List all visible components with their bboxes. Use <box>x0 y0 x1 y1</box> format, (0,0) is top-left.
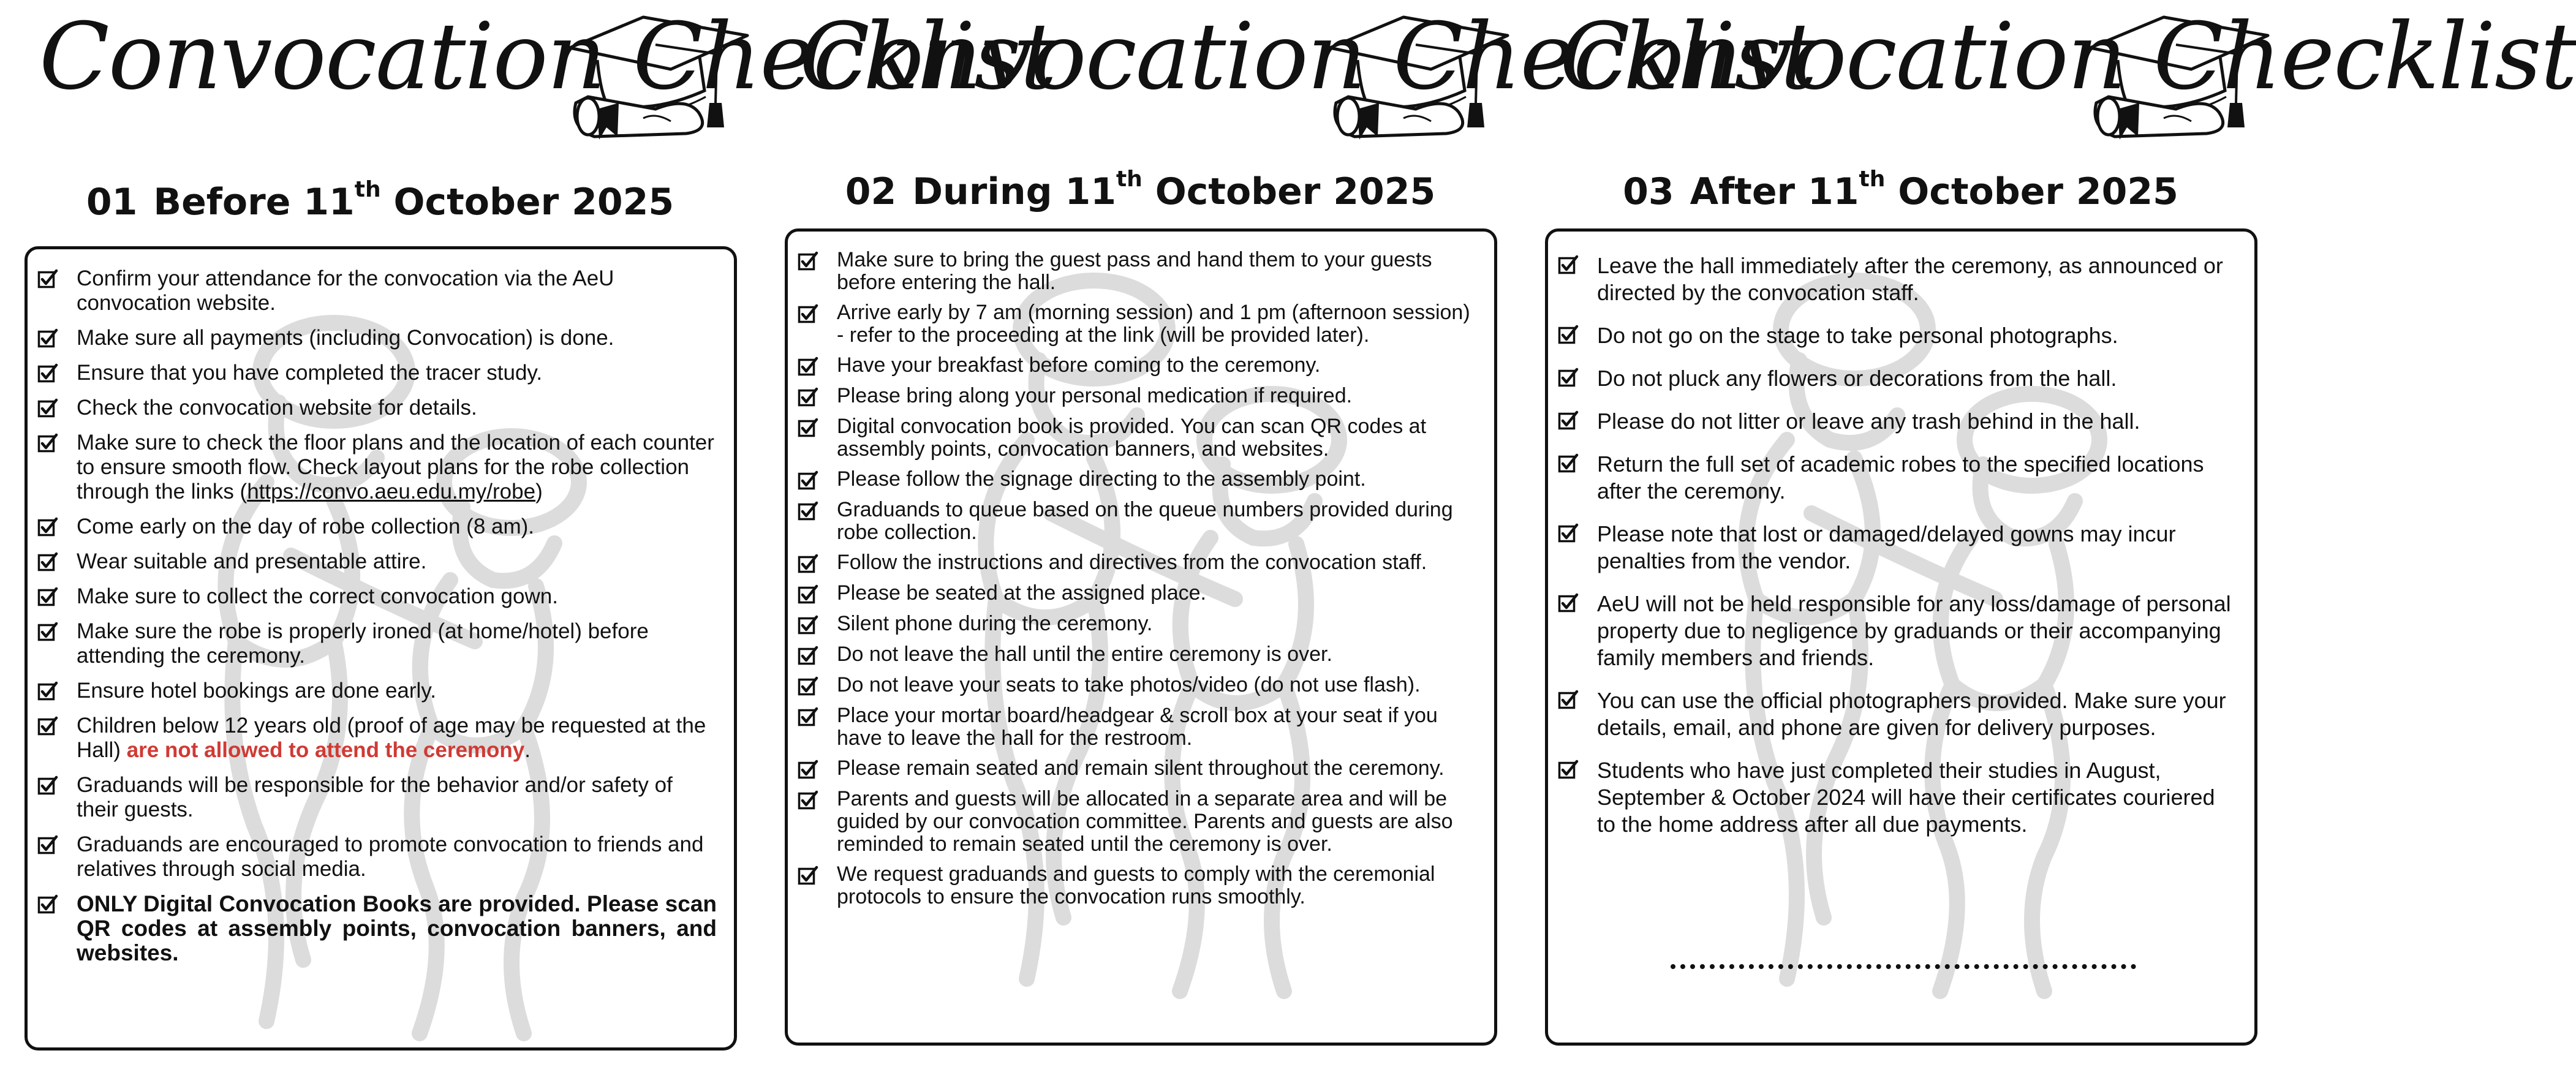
graduation-cap-icon <box>564 11 754 146</box>
item-text: Wear suitable and presentable attire. <box>77 549 427 573</box>
checkbox-checked-icon <box>37 517 58 538</box>
checkbox-checked-icon <box>37 622 58 643</box>
checkbox-checked-icon <box>798 676 818 697</box>
item-text: Ensure that you have completed the tracer study. <box>77 361 543 385</box>
item-text: Follow the instructions and directives from the convocation staff. <box>837 551 1427 574</box>
checkbox-checked-icon <box>798 790 818 811</box>
checkbox-checked-icon <box>37 835 58 856</box>
robe-link[interactable]: https://convo.aeu.edu.my/robe <box>247 480 536 504</box>
checklist-item <box>798 863 1477 908</box>
checklist-item <box>1558 757 2237 838</box>
checkbox-checked-icon <box>1558 325 1579 345</box>
item-text: Come early on the day of robe collection (8 am). <box>77 515 535 538</box>
checklist-item <box>798 499 1477 544</box>
checklist-item <box>1558 451 2237 505</box>
checklist-item <box>37 714 717 763</box>
checklist-item <box>37 832 717 881</box>
checklist-item <box>798 643 1477 666</box>
checklist-card <box>785 228 1497 1046</box>
checklist-item <box>1558 687 2237 741</box>
checklist-item <box>37 773 717 822</box>
item-text <box>77 431 717 504</box>
item-text: Arrive early by 7 am (morning session) and 1 pm (afternoon session) - refer to the proceeding at the link (will be provided later). <box>837 301 1470 347</box>
item-text: Digital convocation book is provided. You can scan QR codes at assembly points, convocation banners, and websites. <box>837 415 1427 461</box>
checkbox-checked-icon <box>798 707 818 728</box>
checklist-item <box>798 704 1477 750</box>
item-text: Check the convocation website for details. <box>77 396 477 420</box>
warning-end: . <box>524 738 531 762</box>
heading-prefix: Before 11 <box>153 181 355 224</box>
checklist-item <box>37 326 717 350</box>
checklist-items <box>28 249 734 965</box>
heading-suffix: October 2025 <box>1898 170 2178 213</box>
section-number: 03 <box>1623 170 1674 213</box>
item-text: Graduands to queue based on the queue numbers provided during robe collection. <box>837 498 1453 544</box>
item-text: Return the full set of academic robes to the specified locations after the ceremony. <box>1597 451 2204 504</box>
checklist-item <box>1558 322 2237 349</box>
checklist-items <box>1548 232 2254 838</box>
page-title: Convocation Checklist <box>799 4 1816 110</box>
checklist-item <box>798 354 1477 377</box>
item-text: Please do not litter or leave any trash behind in the hall. <box>1597 409 2140 434</box>
checklist-item <box>37 431 717 504</box>
checkbox-checked-icon <box>1558 255 1579 276</box>
item-text: Make sure to collect the correct convocation gown. <box>77 584 558 608</box>
item-text: Ensure hotel bookings are done early. <box>77 679 436 703</box>
item-text: Please bring along your personal medication if required. <box>837 384 1353 407</box>
checkbox-checked-icon <box>37 775 58 796</box>
item-text: Parents and guests will be allocated in a separate area and will be guided by our convocation committee. Parents and guests are also reminded to remain seated until the ceremony is over. <box>837 787 1453 856</box>
checkbox-checked-icon <box>37 587 58 608</box>
item-text: Make sure all payments (including Convocation) is done. <box>77 326 614 350</box>
item-text: ONLY Digital Convocation Books are provided. Please scan QR codes at assembly points, convocation banners, and websites. <box>77 891 717 965</box>
checkbox-checked-icon <box>1558 410 1579 431</box>
checkbox-checked-icon <box>37 894 58 915</box>
link-close: ) <box>535 480 543 504</box>
checkbox-checked-icon <box>798 356 818 377</box>
heading-sup: th <box>1116 167 1143 192</box>
checkbox-checked-icon <box>37 269 58 290</box>
item-text: Have your breakfast before coming to the ceremony. <box>837 353 1321 377</box>
checkbox-checked-icon <box>798 501 818 522</box>
graduation-cap-icon <box>2084 11 2274 146</box>
item-text: Do not go on the stage to take personal photographs. <box>1597 323 2118 348</box>
checklist-item <box>37 549 717 574</box>
item-text: We request graduands and guests to comply with the ceremonial protocols to ensure the convocation runs smoothly. <box>837 862 1435 908</box>
item-text: Please remain seated and remain silent throughout the ceremony. <box>837 756 1445 780</box>
checklist-item <box>798 385 1477 408</box>
checklist-item <box>37 361 717 385</box>
checkbox-checked-icon <box>798 304 818 325</box>
item-text: Please follow the signage directing to the assembly point. <box>837 467 1366 491</box>
section-heading-after <box>1520 167 2281 213</box>
item-text: Silent phone during the ceremony. <box>837 612 1153 635</box>
section-heading-during <box>760 167 1520 213</box>
checklist-item <box>798 468 1477 491</box>
checkbox-checked-icon <box>1558 453 1579 474</box>
item-text: Do not pluck any flowers or decorations from the hall. <box>1597 366 2117 391</box>
checkbox-checked-icon <box>798 760 818 780</box>
checklist-item <box>798 301 1477 347</box>
checklist-item <box>798 582 1477 605</box>
section-number: 02 <box>845 170 897 213</box>
item-text: Do not leave the hall until the entire ceremony is over. <box>837 643 1332 666</box>
item-text: Please note that lost or damaged/delayed gowns may incur penalties from the vendor. <box>1597 521 2176 573</box>
checkbox-checked-icon <box>798 470 818 491</box>
item-text: Make sure the robe is properly ironed (at home/hotel) before attending the ceremony. <box>77 619 649 668</box>
heading-prefix: During 11 <box>912 170 1116 213</box>
checklist-item <box>37 515 717 539</box>
checkbox-checked-icon <box>798 615 818 636</box>
checklist-item <box>1558 252 2237 306</box>
heading-suffix: October 2025 <box>1155 170 1436 213</box>
checkbox-checked-icon <box>1558 690 1579 711</box>
checkbox-checked-icon <box>37 681 58 702</box>
checklist-item <box>1558 365 2237 392</box>
page-title: Convocation Checklist <box>1560 4 2576 110</box>
item-text-body: Make sure to check the floor plans and the location of each counter to ensure smooth flow. Check layout plans for the robe collection through the links ( <box>77 431 714 504</box>
item-text: Place your mortar board/headgear & scroll box at your seat if you have to leave the hall for the restroom. <box>837 704 1438 750</box>
heading-suffix: October 2025 <box>393 181 674 224</box>
checklist-item <box>37 679 717 703</box>
section-heading-before <box>0 177 760 224</box>
checkbox-checked-icon <box>37 716 58 737</box>
checklist-item <box>798 249 1477 294</box>
heading-prefix: After 11 <box>1690 170 1859 213</box>
checkbox-checked-icon <box>1558 368 1579 388</box>
checklist-card <box>25 246 737 1050</box>
checklist-item <box>37 584 717 609</box>
checkbox-checked-icon <box>798 554 818 575</box>
checklist-items <box>788 232 1494 908</box>
checkbox-checked-icon <box>798 584 818 605</box>
item-text: Make sure to bring the guest pass and hand them to your guests before entering the hall. <box>837 248 1432 294</box>
checklist-item <box>1558 590 2237 671</box>
checkbox-checked-icon <box>798 387 818 408</box>
checklist-item <box>798 757 1477 780</box>
checklist-item <box>37 266 717 315</box>
checkbox-checked-icon <box>798 251 818 272</box>
item-text: You can use the official photographers provided. Make sure your details, email, and phone are given for delivery purposes. <box>1597 688 2226 740</box>
checklist-item <box>37 619 717 668</box>
checkbox-checked-icon <box>1558 593 1579 614</box>
item-text: Please be seated at the assigned place. <box>837 581 1206 605</box>
checkbox-checked-icon <box>37 552 58 573</box>
checklist-after <box>1520 0 2576 1075</box>
item-text-body: Children below 12 years old (proof of age may be requested at the Hall) <box>77 714 706 762</box>
section-number: 01 <box>86 181 138 224</box>
item-text <box>77 714 717 763</box>
item-text: AeU will not be held responsible for any loss/damage of personal property due to negligence by graduands or their accompanying family members and friends. <box>1597 591 2231 670</box>
item-text: Graduands will be responsible for the behavior and/or safety of their guests. <box>77 773 673 821</box>
checklist-item <box>798 674 1477 697</box>
checkbox-checked-icon <box>1558 760 1579 780</box>
checkbox-checked-icon <box>798 646 818 666</box>
checkbox-checked-icon <box>1558 523 1579 544</box>
checkbox-checked-icon <box>798 418 818 439</box>
heading-sup: th <box>354 177 381 202</box>
item-text: Students who have just completed their studies in August, September & October 2024 will have their certificates couriered to the home address after all due payments. <box>1597 758 2215 837</box>
checkbox-checked-icon <box>798 866 818 886</box>
checklist-item <box>798 788 1477 856</box>
checklist-card <box>1545 228 2257 1046</box>
item-text: Graduands are encouraged to promote convocation to friends and relatives through social media. <box>77 832 704 881</box>
checklist-item <box>798 415 1477 461</box>
checkbox-checked-icon <box>37 398 58 419</box>
checkbox-checked-icon <box>37 328 58 349</box>
checklist-item <box>1558 521 2237 575</box>
item-text: Confirm your attendance for the convocation via the AeU convocation website. <box>77 266 614 315</box>
item-text: Leave the hall immediately after the ceremony, as announced or directed by the convocation staff. <box>1597 253 2223 305</box>
checklist-item <box>798 551 1477 575</box>
checkbox-checked-icon <box>37 433 58 454</box>
dotted-divider <box>1671 964 2136 969</box>
checklist-item <box>798 613 1477 636</box>
heading-sup: th <box>1859 167 1886 192</box>
children-warning: are not allowed to attend the ceremony <box>126 738 525 762</box>
item-text: Do not leave your seats to take photos/video (do not use flash). <box>837 673 1421 696</box>
checklist-item <box>1558 408 2237 435</box>
page-title: Convocation Checklist <box>39 4 1056 110</box>
graduation-cap-icon <box>1324 11 1514 146</box>
checklist-item <box>37 892 717 965</box>
checkbox-checked-icon <box>37 363 58 384</box>
checklist-item <box>37 396 717 420</box>
